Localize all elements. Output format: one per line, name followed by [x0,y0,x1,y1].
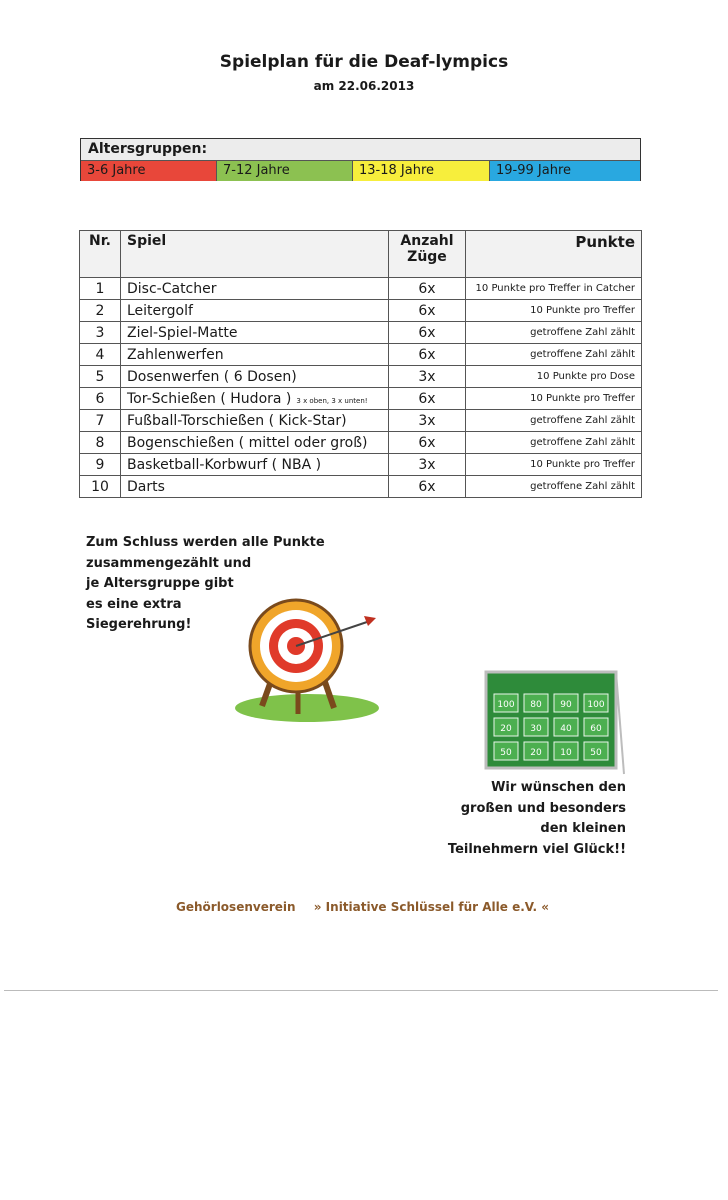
row-spiel-name: Ziel-Spiel-Matte [127,324,238,341]
row-punkte: 10 Punkte pro Dose [466,366,642,388]
row-spiel [121,476,389,498]
row-anzahl: 6x [389,476,466,498]
goal-cell-number: 100 [587,700,605,710]
goal-cell-number: 40 [560,724,572,734]
archery-target-illustration [232,596,382,726]
row-spiel-note: 3 x oben, 3 x unten! [296,396,368,405]
row-spiel [121,344,389,366]
row-nr: 3 [80,322,121,344]
row-spiel [121,300,389,322]
header-anzahl-line2: Züge [407,249,447,265]
footer-initiative: » Initiative Schlüssel für Alle e.V. « [313,900,550,914]
row-spiel-name: Leitergolf [127,302,193,319]
row-punkte: getroffene Zahl zählt [466,410,642,432]
goal-cell-number: 100 [497,700,515,710]
row-spiel [121,366,389,388]
table-body [80,278,642,498]
age-groups-label: Altersgruppen: [81,139,640,161]
row-spiel-name: Dosenwerfen ( 6 Dosen) [127,368,297,385]
row-punkte: getroffene Zahl zählt [466,344,642,366]
age-groups-row [81,161,640,181]
row-anzahl: 6x [389,278,466,300]
age-group-2: 7-12 Jahre [217,161,353,181]
goal-cell-number: 50 [500,748,512,758]
footer-org: Gehörlosenverein [176,900,296,914]
row-spiel [121,432,389,454]
row-spiel-name: Bogenschießen ( mittel oder groß) [127,434,368,451]
footer [176,900,563,914]
row-nr: 7 [80,410,121,432]
closing-line: Zum Schluss werden alle Punkte [86,535,325,550]
header-spiel: Spiel [121,231,389,278]
row-nr: 9 [80,454,121,476]
wish-line: den kleinen [540,821,626,836]
header-anzahl [389,231,466,278]
goal-wall-illustration [482,668,628,776]
row-spiel-name: Darts [127,478,165,495]
table-row [80,432,642,454]
row-punkte: 10 Punkte pro Treffer [466,300,642,322]
closing-line: je Altersgruppe gibt [86,576,234,591]
row-nr: 6 [80,388,121,410]
wish-line: Teilnehmern viel Glück!! [447,841,626,857]
row-spiel [121,388,389,410]
row-spiel-name: Tor-Schießen ( Hudora ) [127,390,292,407]
goal-cell-number: 10 [560,748,572,758]
goal-cell-number: 50 [590,748,602,758]
row-nr: 10 [80,476,121,498]
table-row [80,476,642,498]
row-anzahl: 6x [389,344,466,366]
row-spiel-name: Disc-Catcher [127,280,217,297]
row-nr: 2 [80,300,121,322]
row-punkte: 10 Punkte pro Treffer [466,388,642,410]
table-row [80,366,642,388]
page-title: Spielplan für die Deaf-lympics [219,52,509,72]
wish-line: großen und besonders [460,800,626,816]
age-groups-box [80,138,641,181]
age-group-3: 13-18 Jahre [353,161,490,181]
row-punkte: 10 Punkte pro Treffer [466,454,642,476]
header-nr: Nr. [80,231,121,278]
row-anzahl: 3x [389,454,466,476]
header-anzahl-line1: Anzahl [400,233,454,249]
goal-cell-number: 80 [530,700,542,710]
row-spiel [121,454,389,476]
age-group-4: 19-99 Jahre [490,161,640,181]
table-row [80,300,642,322]
page-divider [4,990,718,991]
wish-text [386,778,626,860]
row-spiel-name: Basketball-Korbwurf ( NBA ) [127,456,322,473]
table-header-row [80,231,642,278]
goal-cell-number: 30 [530,724,542,734]
goal-cell-number: 90 [560,700,572,710]
table-row [80,322,642,344]
row-punkte: 10 Punkte pro Treffer in Catcher [466,278,642,300]
row-spiel-name: Fußball-Torschießen ( Kick-Star) [127,412,347,429]
goal-cell-number: 20 [530,748,542,758]
row-spiel-name: Zahlenwerfen [127,346,224,363]
table-row [80,344,642,366]
row-nr: 4 [80,344,121,366]
table-row [80,410,642,432]
row-nr: 1 [80,278,121,300]
row-spiel [121,322,389,344]
row-anzahl: 3x [389,366,466,388]
row-punkte: getroffene Zahl zählt [466,476,642,498]
table-row [80,454,642,476]
goal-cell-number: 60 [590,724,602,734]
row-nr: 5 [80,366,121,388]
closing-line: es eine extra [86,596,182,612]
table-row [80,388,642,410]
row-punkte: getroffene Zahl zählt [466,322,642,344]
table-row [80,278,642,300]
row-anzahl: 6x [389,388,466,410]
row-spiel [121,410,389,432]
row-anzahl: 6x [389,300,466,322]
row-nr: 8 [80,432,121,454]
row-anzahl: 3x [389,410,466,432]
row-anzahl: 6x [389,432,466,454]
game-schedule-table [79,230,642,498]
row-anzahl: 6x [389,322,466,344]
row-spiel [121,278,389,300]
page-date: am 22.06.2013 [313,79,415,93]
row-punkte: getroffene Zahl zählt [466,432,642,454]
goal-cell-number: 20 [500,724,512,734]
closing-line: Siegerehrung! [86,617,192,632]
age-group-1: 3-6 Jahre [81,161,217,181]
wish-line: Wir wünschen den [491,780,626,795]
header-punkte: Punkte [466,231,642,278]
closing-line: zusammengezählt und [86,555,252,571]
